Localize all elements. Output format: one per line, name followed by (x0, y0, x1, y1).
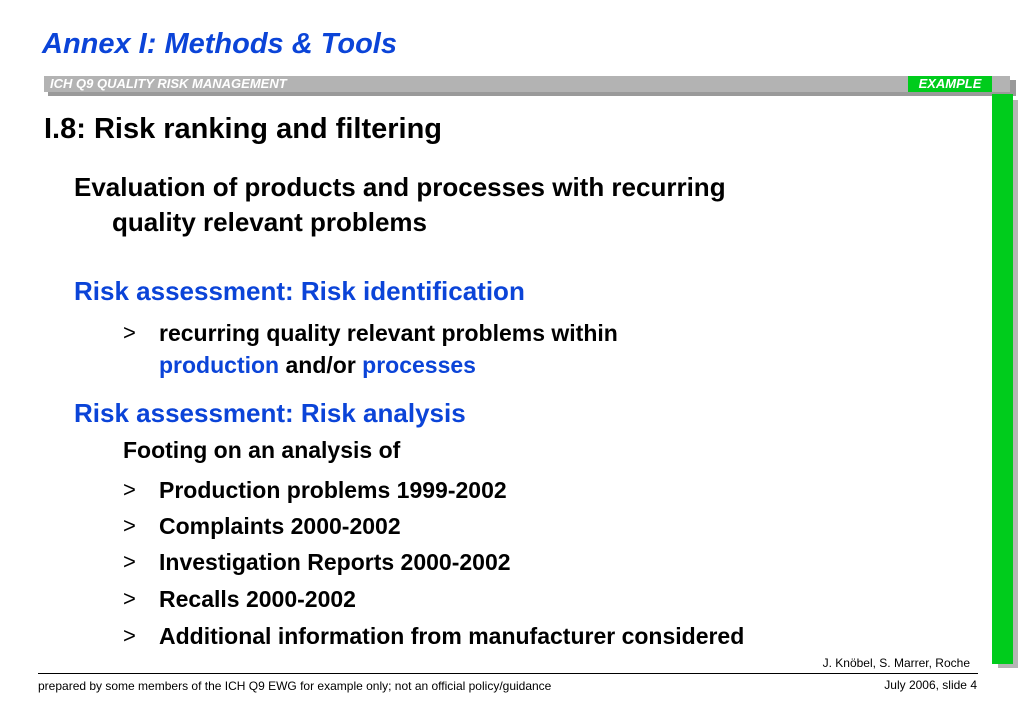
bullet-marker: > (123, 586, 136, 611)
production-highlight: production (159, 352, 280, 378)
banner-text: ICH Q9 QUALITY RISK MANAGEMENT (50, 76, 287, 91)
risk-identification-heading: Risk assessment: Risk identification (74, 276, 525, 306)
identification-line-2 (159, 349, 618, 381)
example-tag: EXAMPLE (908, 76, 992, 92)
identification-bullet (123, 317, 618, 381)
footing-text: Footing on an analysis of (123, 437, 401, 463)
analysis-item (123, 583, 356, 615)
analysis-item-text: Complaints 2000-2002 (159, 513, 401, 539)
document-title: Annex I: Methods & Tools (42, 28, 397, 60)
footer-divider (38, 673, 978, 674)
bullet-marker: > (123, 623, 136, 648)
analysis-item-text: Investigation Reports 2000-2002 (159, 549, 511, 575)
analysis-item-text: Recalls 2000-2002 (159, 586, 356, 612)
analysis-item (123, 510, 401, 542)
bullet-marker: > (123, 320, 136, 345)
intro-text (74, 170, 894, 240)
processes-highlight: processes (362, 352, 476, 378)
analysis-item-text: Additional information from manufacturer considered (159, 623, 745, 649)
green-side-bar (992, 94, 1013, 664)
analysis-item-text: Production problems 1999-2002 (159, 477, 507, 503)
and-or-text: and/or (285, 352, 356, 378)
slide-heading: I.8: Risk ranking and filtering (44, 113, 443, 145)
analysis-item (123, 620, 745, 652)
footer-disclaimer: prepared by some members of the ICH Q9 EWG for example only; not an official policy/guidance (38, 679, 552, 693)
analysis-item (123, 474, 507, 506)
footer-slide-number: July 2006, slide 4 (884, 678, 977, 692)
intro-line-1: Evaluation of products and processes with recurring (74, 172, 726, 202)
authors-credit: J. Knöbel, S. Marrer, Roche (822, 656, 970, 670)
analysis-item (123, 546, 511, 578)
identification-line-1: recurring quality relevant problems within (159, 320, 618, 346)
bullet-marker: > (123, 513, 136, 538)
intro-line-2: quality relevant problems (112, 207, 427, 237)
risk-analysis-heading: Risk assessment: Risk analysis (74, 398, 466, 428)
bullet-marker: > (123, 549, 136, 574)
bullet-marker: > (123, 477, 136, 502)
